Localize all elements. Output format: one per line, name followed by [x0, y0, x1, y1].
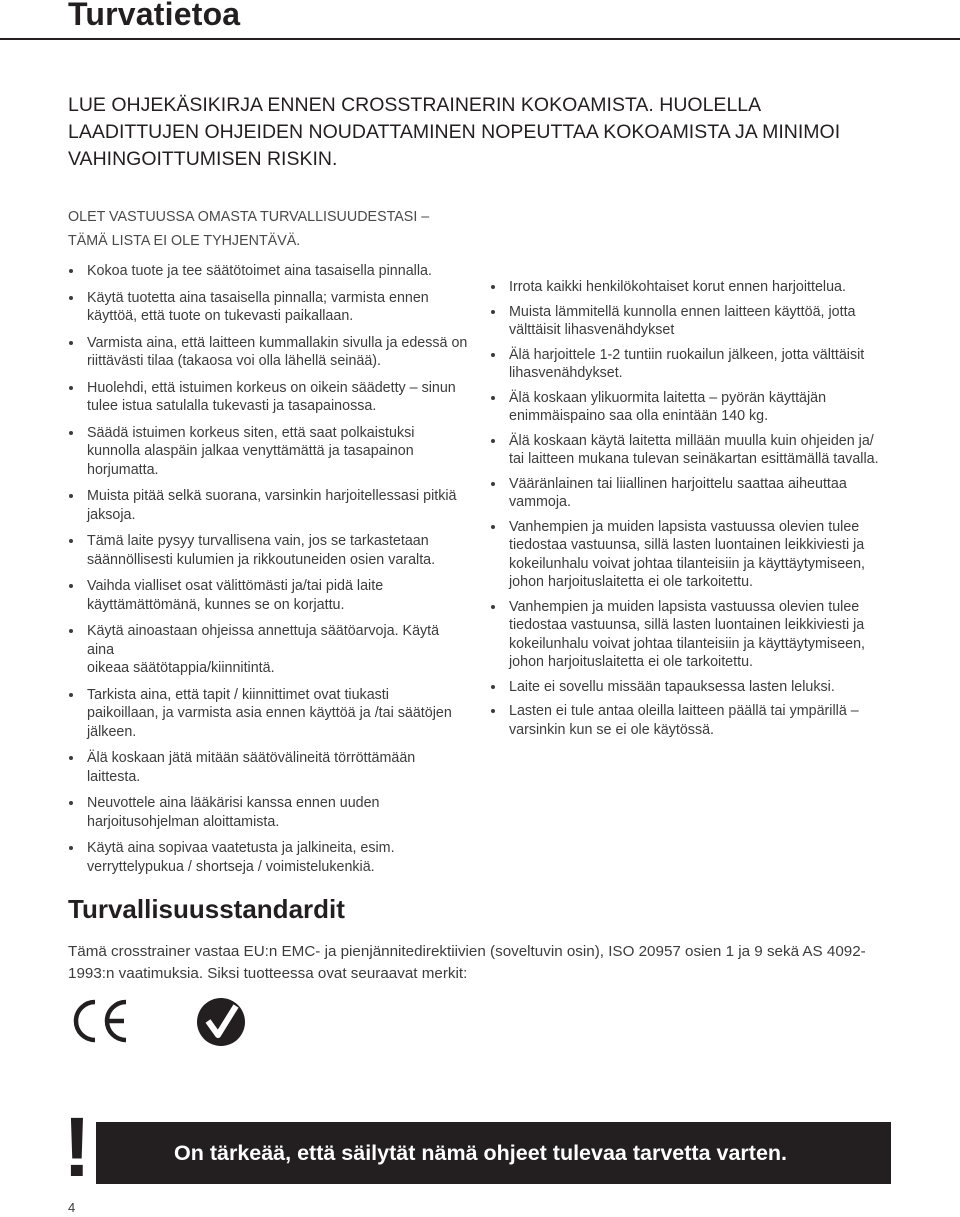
bullet-line: Vaihda vialliset osat välittömästi ja/tai pidä laite — [87, 578, 384, 594]
bullet-line: jälkeen. — [87, 723, 137, 740]
bullet-item — [490, 518, 890, 592]
bullet-dot-icon — [69, 269, 73, 273]
bullet-dot-icon — [491, 709, 495, 713]
ce-mark-icon — [68, 998, 132, 1044]
bullet-line: horjumatta. — [87, 461, 159, 478]
bullet-line: johon harjoituslaitetta ei ole tarkoitettu. — [509, 654, 753, 670]
bullet-line: paikoillaan, ja varmista asia ennen käyttöä ja /tai säätöjen — [87, 705, 452, 721]
bullet-line: jaksoja. — [87, 506, 136, 523]
bullet-dot-icon — [491, 396, 495, 400]
bullet-dot-icon — [69, 801, 73, 805]
standards-title: Turvallisuusstandardit — [68, 894, 345, 924]
bullet-line: johon harjoituslaitetta ei ole tarkoitettu. — [509, 574, 753, 590]
bullet-dot-icon — [69, 846, 73, 850]
bullet-line: tulee istua satulalla tukevasti ja tasapainossa. — [87, 398, 377, 414]
bullet-dot-icon — [491, 525, 495, 529]
bullet-item — [490, 278, 890, 297]
bullet-item — [68, 487, 468, 524]
rcm-check-icon — [196, 997, 246, 1047]
warning-heading-line: LAADITTUJEN OHJEIDEN NOUDATTAMINEN NOPEUTTAA KOKOAMISTA JA MINIMOI — [68, 121, 841, 143]
bullet-item — [68, 839, 468, 876]
bullet-line: varsinkin kun se ei ole käytössä. — [509, 721, 715, 738]
bullet-item — [68, 532, 468, 569]
bullet-line: Neuvottele aina lääkärisi kanssa ennen uuden — [87, 795, 380, 811]
bullet-item — [490, 702, 890, 739]
bullet-line: Muista lämmitellä kunnolla ennen laitteen käyttöä, jotta — [509, 303, 856, 320]
bullet-line: Käytä ainoastaan ohjeissa annettuja säätöarvoja. Käytä aina — [87, 623, 440, 658]
bullet-line: enimmäispaino saa olla enintään 140 kg. — [509, 408, 769, 424]
left-safety-list — [68, 262, 468, 876]
bullet-line: kokeilunhalu voivat johtaa tilanteisiin ja käyttäytymiseen, — [509, 635, 866, 652]
bullet-line: säännöllisesti kulumien ja rikkoutuneiden osien varalta. — [87, 551, 436, 568]
bullet-line: harjoitusohjelman aloittamista. — [87, 813, 280, 830]
bullet-item — [490, 303, 890, 340]
bullet-dot-icon — [69, 296, 73, 300]
notice-text: On tärkeää, että säilytät nämä ohjeet tulevaa tarvetta varten. — [174, 1140, 788, 1165]
bullet-item — [68, 794, 468, 831]
bullet-item — [490, 389, 890, 426]
bullet-item — [490, 475, 890, 512]
bullet-dot-icon — [69, 756, 73, 760]
warning-heading-line: LUE OHJEKÄSIKIRJA ENNEN CROSSTRAINERIN KOKOAMISTA. HUOLELLA — [68, 94, 762, 116]
bullet-line: Käytä tuotetta aina tasaisella pinnalla; varmista ennen — [87, 289, 429, 306]
intro-line: TÄMÄ LISTA EI OLE TYHJENTÄVÄ. — [68, 233, 301, 249]
bullet-item — [490, 432, 890, 469]
bullet-item — [68, 262, 468, 281]
intro-line: OLET VASTUUSSA OMASTA TURVALLISUUDESTASI – — [68, 209, 430, 225]
bullet-line: Säädä istuimen korkeus siten, että saat polkaistuksi — [87, 424, 415, 441]
bullet-item — [490, 346, 890, 383]
bullet-dot-icon — [69, 693, 73, 697]
bullet-item — [68, 424, 468, 480]
bullet-item — [68, 686, 468, 742]
bullet-line: tiedostaa vastuunsa, sillä lasten luontainen leikkiviesti ja — [509, 537, 865, 553]
bullet-line: lihasvenähdykset. — [509, 365, 623, 381]
bullet-item — [68, 334, 468, 371]
page-number: 4 — [68, 1200, 76, 1215]
notice-bar — [96, 1122, 891, 1184]
bullet-line: Varmista aina, että laitteen kummallakin sivulla ja edessä on — [87, 334, 468, 351]
bullet-line: Vääränlainen tai liiallinen harjoittelu saattaa aiheuttaa — [509, 475, 847, 492]
bullet-line: käyttämättömänä, kunnes se on korjattu. — [87, 596, 345, 613]
bullet-line: laittesta. — [87, 768, 141, 785]
bullet-dot-icon — [491, 685, 495, 689]
bullet-line: Älä harjoittele 1-2 tuntiin ruokailun jälkeen, jotta välttäisit — [509, 346, 865, 363]
exclamation-icon: ! — [63, 1100, 91, 1194]
bullet-line: Vanhempien ja muiden lapsista vastuussa olevien tulee — [509, 598, 860, 615]
bullet-line: oikeaa säätötappia/kiinnitintä. — [87, 660, 275, 676]
bullet-item — [68, 379, 468, 416]
bullet-dot-icon — [69, 539, 73, 543]
bullet-line: vammoja. — [509, 494, 571, 510]
warning-heading — [68, 92, 898, 173]
bullet-item — [490, 678, 890, 697]
bullet-dot-icon — [491, 310, 495, 314]
bullet-dot-icon — [491, 482, 495, 486]
bullet-line: Laite ei sovellu missään tapauksessa lasten leluksi. — [509, 678, 835, 695]
standards-text — [68, 941, 898, 985]
bullet-dot-icon — [69, 386, 73, 390]
bullet-line: verryttelypukua / shortseja / voimistelukenkiä. — [87, 858, 375, 875]
standards-line: Tämä crosstrainer vastaa EU:n EMC- ja pienjännitedirektiivien (soveltuvin osin), ISO 20957 osien 1 ja 9 sekä AS 4092- — [68, 943, 866, 960]
bullet-line: välttäisit lihasvenähdykset — [509, 322, 675, 338]
bullet-dot-icon — [69, 431, 73, 435]
bullet-line: Huolehdi, että istuimen korkeus on oikein säädetty – sinun — [87, 379, 456, 396]
bullet-item — [68, 622, 468, 678]
bullet-line: Tarkista aina, että tapit / kiinnittimet ovat tiukasti — [87, 686, 389, 703]
bullet-line: kunnolla alaspäin jalkaa venyttämättä ja tasapainon — [87, 443, 414, 459]
bullet-line: kokeilunhalu voivat johtaa tilanteisiin ja käyttäytymiseen, — [509, 555, 866, 572]
bullet-dot-icon — [69, 494, 73, 498]
bullet-line: tiedostaa vastuunsa, sillä lasten luontainen leikkiviesti ja — [509, 617, 865, 633]
bullet-line: Käytä aina sopivaa vaatetusta ja jalkineita, esim. — [87, 840, 395, 856]
bullet-item — [68, 749, 468, 786]
right-safety-list — [490, 278, 890, 739]
bullet-line: Irrota kaikki henkilökohtaiset korut ennen harjoittelua. — [509, 279, 846, 295]
standards-line: 1993:n vaatimuksia. Siksi tuotteessa ovat seuraavat merkit: — [68, 965, 468, 982]
bullet-line: riittävästi tilaa (takaosa voi olla lähellä seinää). — [87, 353, 382, 369]
bullet-line: Muista pitää selkä suorana, varsinkin harjoitellessasi pitkiä — [87, 488, 457, 504]
bullet-dot-icon — [491, 439, 495, 443]
bullet-dot-icon — [491, 285, 495, 289]
bullet-line: Älä koskaan käytä laitetta millään muulla kuin ohjeiden ja/ — [509, 432, 874, 449]
bullet-dot-icon — [69, 584, 73, 588]
bullet-line: Tämä laite pysyy turvallisena vain, jos se tarkastetaan — [87, 533, 429, 549]
bullet-line: Vanhempien ja muiden lapsista vastuussa olevien tulee — [509, 518, 860, 535]
intro-text — [68, 205, 468, 253]
warning-heading-line: VAHINGOITTUMISEN RISKIN. — [68, 148, 338, 170]
bullet-item — [490, 598, 890, 672]
bullet-dot-icon — [491, 605, 495, 609]
page-title: Turvatietoa — [68, 0, 241, 32]
bullet-dot-icon — [491, 353, 495, 357]
bullet-line: Kokoa tuote ja tee säätötoimet aina tasaisella pinnalla. — [87, 263, 432, 279]
bullet-item — [68, 289, 468, 326]
bullet-line: käyttöä, että tuote on tukevasti paikallaan. — [87, 308, 354, 324]
bullet-line: Lasten ei tule antaa oleilla laitteen päällä tai ympärillä – — [509, 703, 859, 719]
bullet-item — [68, 577, 468, 614]
bullet-dot-icon — [69, 629, 73, 633]
bullet-line: Älä koskaan ylikuormita laitetta – pyörän käyttäjän — [509, 389, 827, 406]
bullet-dot-icon — [69, 341, 73, 345]
bullet-line: Älä koskaan jätä mitään säätövälineitä törröttämään — [87, 750, 416, 766]
bullet-line: tai laitteen mukana tulevan seinäkartan esittämällä tavalla. — [509, 451, 879, 467]
